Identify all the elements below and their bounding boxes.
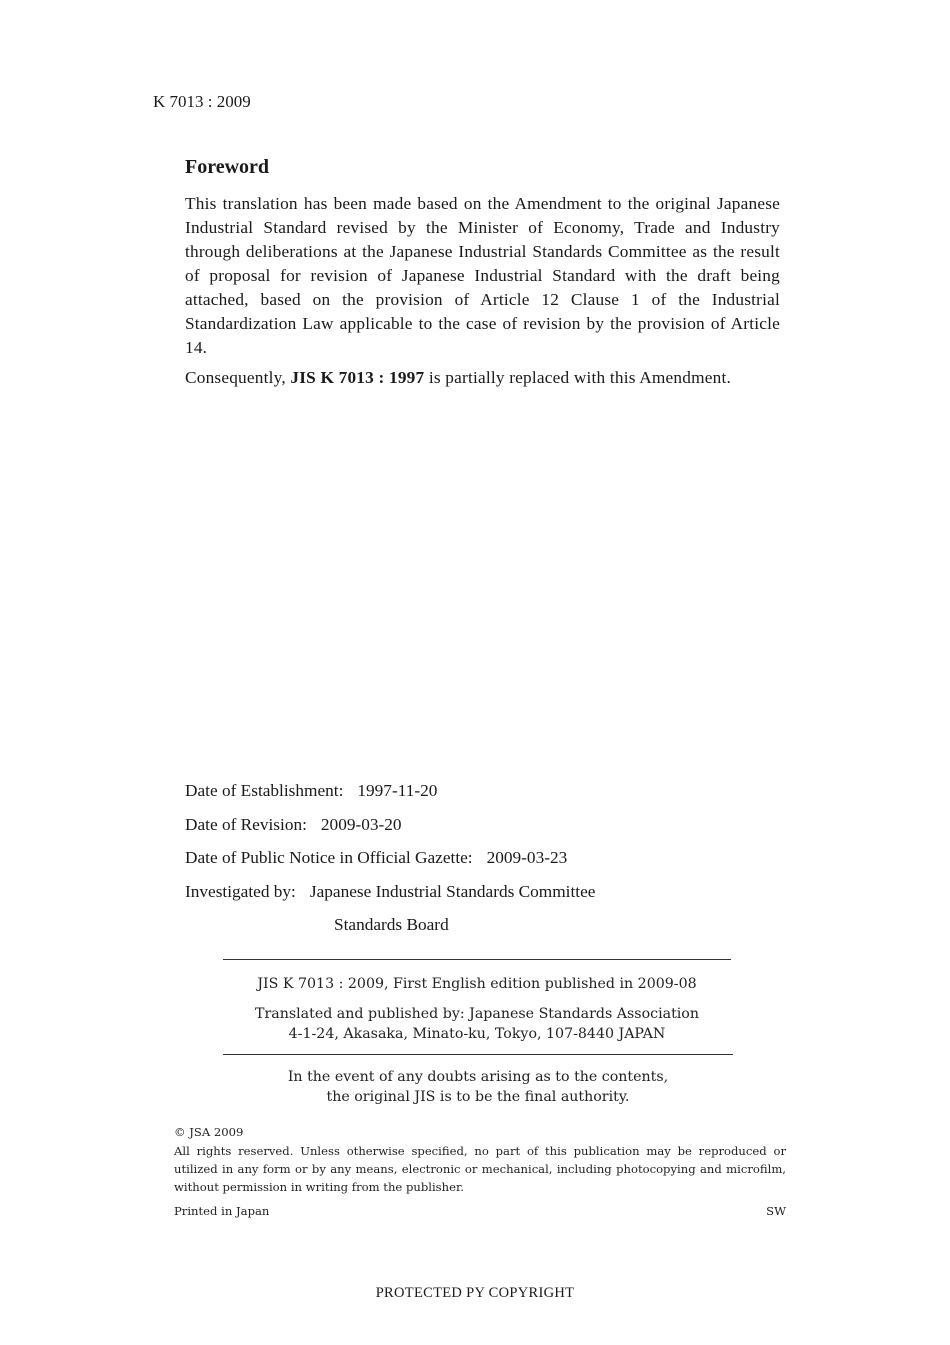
translated-by-line: Translated and published by: Japanese Standards Association	[255, 1006, 699, 1022]
establishment-value: 1997-11-20	[357, 781, 438, 800]
foreword-paragraph-1: This translation has been made based on the Amendment to the original Japanese Industrial Standard revised by the Minister of Economy, Trade and Industry through deliberations at the Japanese Industrial Standards Committee as the result of proposal for revision of Japanese Industrial Standard with the draft being attached, based on the provision of Article 12 Clause 1 of the Industrial Standardization Law applicable to the case of revision by the provision of Article 14.	[185, 194, 780, 357]
paragraph-2-suffix: is partially replaced with this Amendment.	[424, 368, 731, 387]
gazette-label: Date of Public Notice in Official Gazette:	[185, 848, 473, 867]
replaced-standard-reference: JIS K 7013 : 1997	[290, 368, 425, 387]
gazette-date-line	[185, 848, 567, 868]
publication-top-rule	[223, 959, 731, 960]
rights-statement: All rights reserved. Unless otherwise specified, no part of this publication may be reproduced or utilized in any form or by any means, electronic or mechanical, including photocopying and microfilm, without permission in writing from the publisher.	[174, 1144, 786, 1194]
disclaimer-line-1: In the event of any doubts arising as to the contents,	[287, 1069, 669, 1085]
investigated-label: Investigated by:	[185, 882, 296, 901]
revision-label: Date of Revision:	[185, 815, 307, 834]
publication-bottom-rule	[223, 1054, 733, 1055]
revision-date-line	[185, 815, 402, 835]
establishment-label: Date of Establishment:	[185, 781, 344, 800]
copyright-notice: © JSA 2009	[174, 1125, 244, 1139]
print-code: SW	[766, 1204, 786, 1218]
printed-in: Printed in Japan	[174, 1204, 270, 1218]
edition-line: JIS K 7013 : 2009, First English edition published in 2009-08	[257, 976, 697, 992]
establishment-date-line	[185, 781, 437, 801]
address-line: 4-1-24, Akasaka, Minato-ku, Tokyo, 107-8440 JAPAN	[288, 1026, 666, 1042]
foreword-title: Foreword	[185, 156, 270, 178]
foreword-paragraph-2	[185, 366, 780, 390]
disclaimer-line-2: the original JIS is to be the final authority.	[326, 1089, 630, 1105]
copyright-footer: PROTECTED PY COPYRIGHT	[375, 1285, 575, 1301]
investigated-committee: Japanese Industrial Standards Committee	[309, 882, 596, 901]
investigated-by-line	[185, 882, 595, 902]
revision-value: 2009-03-20	[320, 815, 402, 834]
document-id: K 7013 : 2009	[153, 92, 251, 111]
investigated-board: Standards Board	[334, 915, 449, 934]
gazette-value: 2009-03-23	[486, 848, 568, 867]
paragraph-2-prefix: Consequently,	[185, 368, 291, 387]
